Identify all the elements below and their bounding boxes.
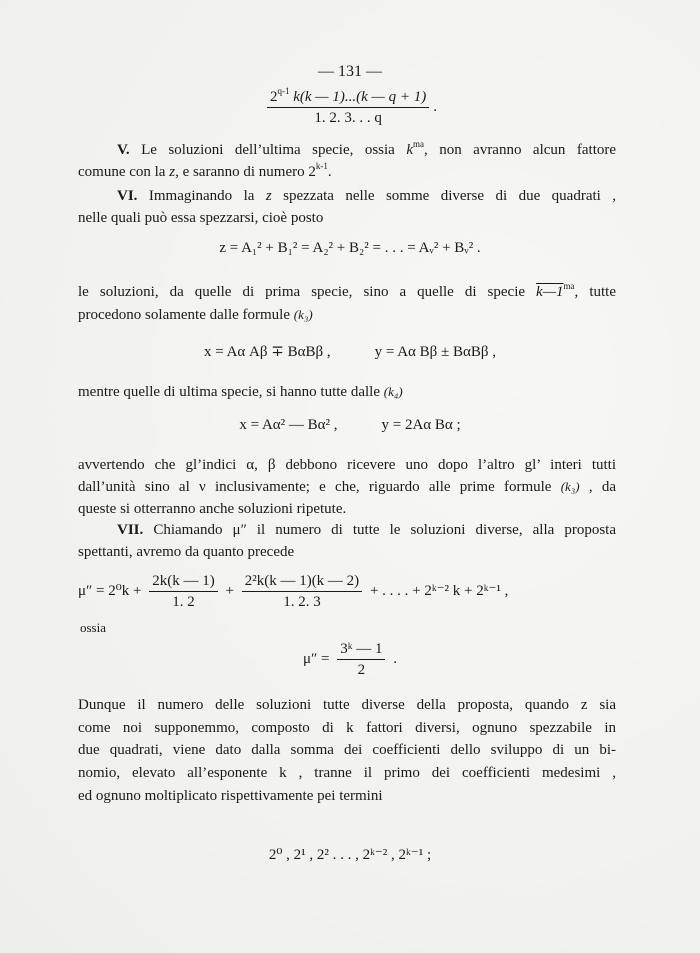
- text: le soluzioni, da quelle di prima specie, sino a quelle di specie: [78, 284, 526, 300]
- para-dunque-line4: nomio, elevato all’esponente k , tranne il primo dei coefficienti medesimi ,: [78, 765, 616, 781]
- math-sup: ma: [412, 139, 424, 149]
- numerator: 2²k(k — 1)(k — 2): [242, 572, 362, 592]
- equation-k3-y: y = Aα Bβ ± BαBβ ,: [374, 344, 497, 360]
- para-dunque-line5: ed ognuno moltiplicato rispettivamente pei termini: [78, 788, 383, 804]
- text: comune con la: [78, 164, 166, 180]
- math: k: [406, 142, 413, 158]
- denominator: 1. 2. 3. . . q: [314, 110, 382, 126]
- para-vi-line1: [117, 185, 616, 207]
- numerator: 3ᵏ — 1: [337, 640, 385, 660]
- para-dunque-line2: come noi supponemmo, composto di k fattori diversi, ognuno spezzabile in: [78, 720, 616, 736]
- para-vi-line2: nelle quali può essa spezzarsi, cioè posto: [78, 210, 324, 226]
- formula-ref: (k₄): [383, 384, 403, 399]
- para-v-line1: [117, 139, 616, 161]
- exponent: q-1: [277, 86, 290, 96]
- text: procedono solamente dalle formule: [78, 307, 291, 323]
- text: mentre quelle di ultima specie, si hanno tutte dalle: [78, 384, 380, 400]
- text: , da: [588, 479, 617, 495]
- period: .: [433, 98, 437, 115]
- numerator: 2k(k — 1): [149, 572, 218, 592]
- math-sup: ma: [563, 281, 575, 291]
- equation-final-row: [0, 845, 700, 865]
- equation-z-row: [0, 238, 700, 258]
- formula-ref: (k₃): [560, 479, 580, 494]
- para-vii-line1: [117, 519, 616, 541]
- equation-k4-y: y = 2Aα Bα ;: [381, 417, 461, 433]
- page-number-row: [0, 62, 700, 82]
- math: μ″ = 2⁰k +: [78, 582, 142, 599]
- text: spezzata nelle somme diverse di due quadrati ,: [283, 188, 617, 204]
- text: .: [327, 164, 332, 180]
- period: .: [393, 650, 397, 667]
- denominator: 1. 2. 3: [283, 594, 321, 610]
- equation-k3-x: x = Aα Aβ ∓ BαBβ ,: [203, 344, 331, 360]
- math: + . . . . + 2ᵏ⁻² k + 2ᵏ⁻¹ ,: [369, 582, 509, 599]
- equation-final: 2⁰ , 2¹ , 2² . . . , 2ᵏ⁻² , 2ᵏ⁻¹ ;: [268, 847, 432, 863]
- section-label: VI.: [117, 188, 138, 204]
- text: dall’unità sino al ν inclusivamente; e che, riguardo alle prime formule: [78, 479, 552, 495]
- equation-mu: [78, 572, 508, 611]
- para-avvertendo-line2: [78, 476, 616, 498]
- text: Chiamando μ″ il numero di tutte le soluzioni diverse, alla proposta: [153, 522, 617, 538]
- math: z: [169, 164, 176, 180]
- math: z: [265, 188, 272, 204]
- para-avvertendo-line3: queste si otterranno anche soluzioni ripetute.: [78, 501, 347, 517]
- para-vii-line2: spettanti, avremo da quanto precede: [78, 544, 295, 560]
- page-number: — 131 —: [318, 63, 382, 80]
- denominator: 1. 2: [172, 594, 195, 610]
- numerator: k(k — 1)...(k — q + 1): [293, 89, 427, 105]
- para-solutions-line1: [78, 281, 616, 303]
- equation-z: z = A₁² + B₁² = A₂² + B₂² = . . . = Aᵥ² + Bᵥ² .: [219, 240, 481, 256]
- para-dunque-line1: Dunque il numero delle soluzioni tutte diverse della proposta, quando z sia: [78, 697, 616, 713]
- math: μ″ =: [303, 650, 330, 667]
- ossia-text: ossia: [80, 620, 106, 635]
- text: , non avranno alcun fattore: [423, 142, 617, 158]
- base: 2: [269, 89, 278, 105]
- formula-ref: (k₃): [293, 307, 313, 322]
- para-avvertendo-line1: avvertendo che gl’indici α, β debbono ricevere uno dopo l’altro gl’ interi tutti: [78, 457, 616, 473]
- equation-k3-row: [0, 342, 700, 362]
- section-label: VII.: [117, 522, 144, 538]
- math: k—1: [536, 284, 564, 300]
- equation-mu-closed: [0, 640, 700, 679]
- math: +: [225, 582, 234, 599]
- top-formula: [0, 88, 700, 127]
- text: , e saranno di numero 2: [175, 164, 316, 180]
- equation-k4-row: [0, 415, 700, 435]
- math-sup: k-1: [315, 161, 328, 171]
- equation-k4-x: x = Aα² — Bα² ,: [239, 417, 338, 433]
- para-mentre: [78, 381, 616, 403]
- text: Immaginando la: [148, 188, 255, 204]
- text: Le soluzioni dell’ultima specie, ossia: [141, 142, 395, 158]
- denominator: 2: [357, 662, 366, 678]
- para-solutions-line2: [78, 304, 616, 326]
- text: , tutte: [574, 284, 616, 300]
- para-v-line2: [78, 161, 616, 183]
- para-dunque-line3: due quadrati, viene dato dalla somma dei coefficienti dello sviluppo di un bi-: [78, 742, 616, 758]
- section-label: V.: [117, 142, 130, 158]
